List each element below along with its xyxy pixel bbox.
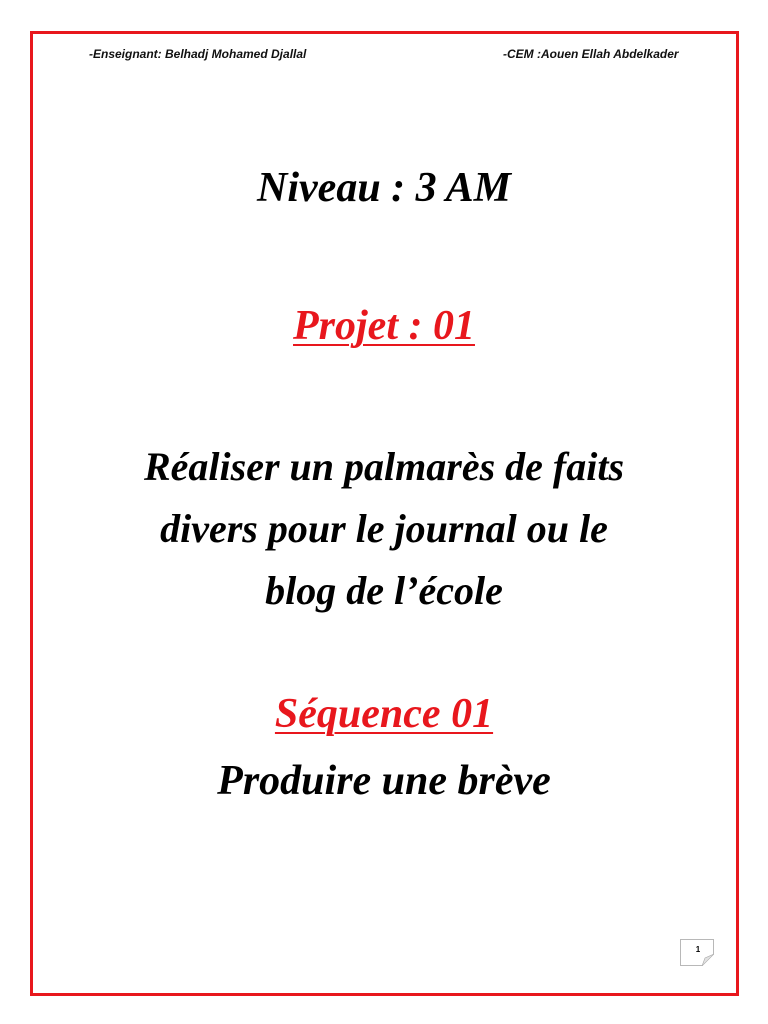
sequence-title: Produire une brève [217, 758, 551, 804]
page-curl-icon [702, 954, 714, 966]
project-title-line-3: blog de l’école [265, 568, 503, 613]
project-label: Projet : 01 [293, 303, 475, 349]
project-title [0, 436, 768, 622]
page-number-box [680, 939, 714, 966]
sequence-label: Séquence 01 [274, 691, 494, 737]
header-teacher: -Enseignant: Belhadj Mohamed Djallal [89, 47, 307, 61]
header-school: -CEM :Aouen Ellah Abdelkader [503, 47, 679, 61]
project-title-line-2: divers pour le journal ou le [160, 506, 608, 551]
page-number: 1 [695, 945, 701, 954]
project-title-line-1: Réaliser un palmarès de faits [143, 444, 625, 489]
level-heading: Niveau : 3 AM [257, 165, 511, 211]
